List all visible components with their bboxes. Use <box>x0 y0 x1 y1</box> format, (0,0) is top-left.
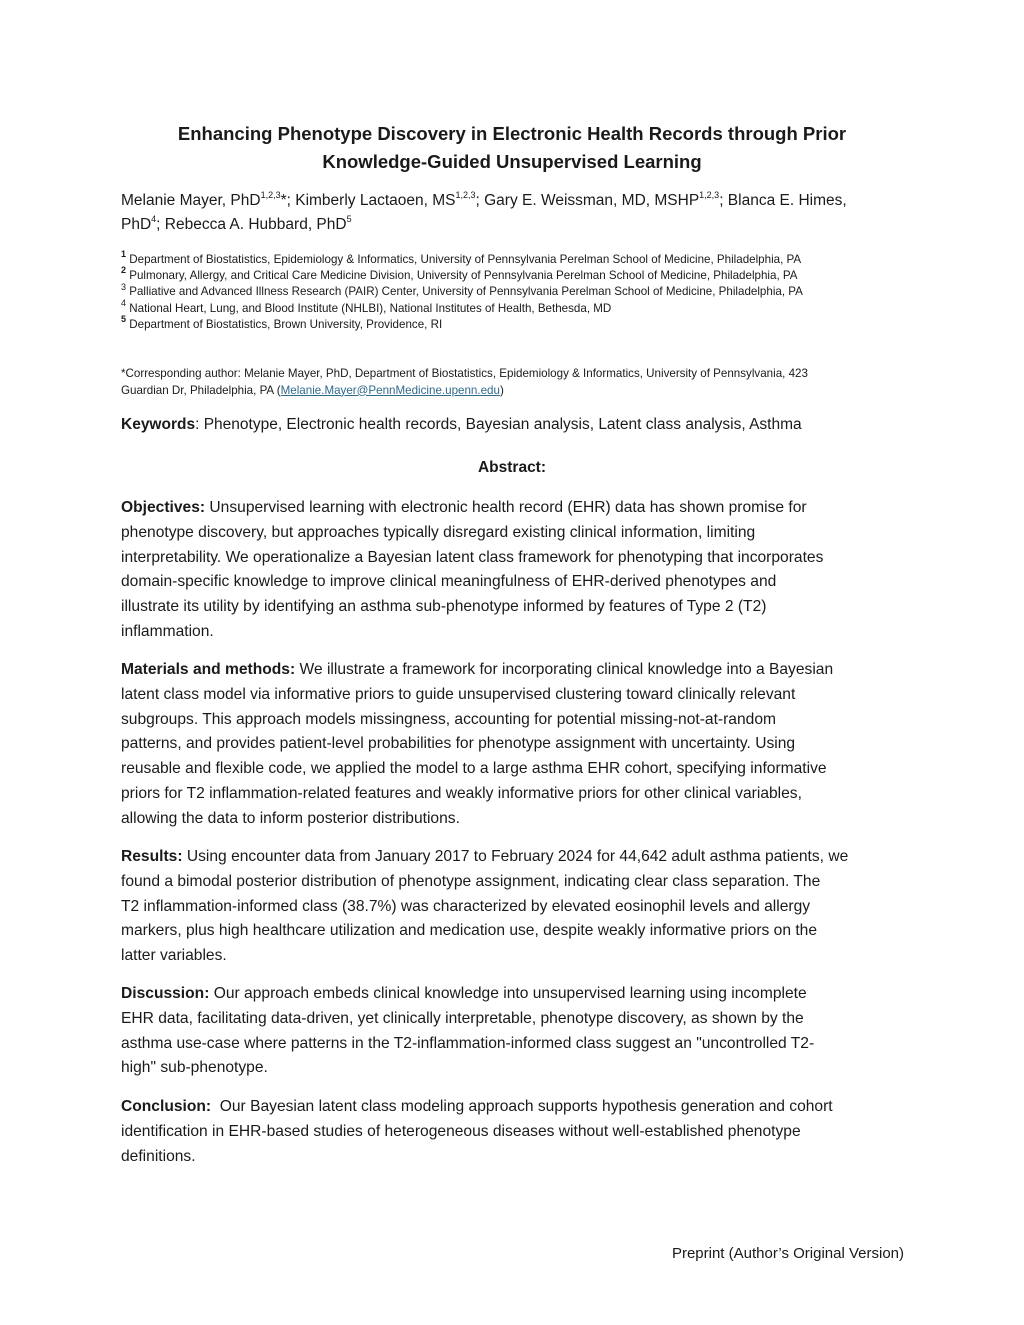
affiliation-marker: 1,2,3 <box>699 189 720 200</box>
section-line <box>121 845 911 870</box>
affiliation-number: 4 <box>121 297 127 308</box>
section-line: markers, plus high healthcare utilization and medication use, despite weakly informative priors on the <box>121 922 818 940</box>
methods-section <box>121 658 911 832</box>
section-text: Our approach embeds clinical knowledge into unsupervised learning using incomplete <box>209 985 807 1002</box>
author-line-2 <box>121 213 911 237</box>
affiliation-marker: 1,2,3 <box>260 189 281 200</box>
section-line <box>121 496 911 521</box>
affiliation-item <box>121 265 911 284</box>
email-link[interactable]: Melanie.Mayer@PennMedicine.upenn.edu <box>280 383 500 397</box>
paper-title <box>120 120 904 176</box>
affiliation-number: 3 <box>121 281 127 292</box>
affiliation-text: National Heart, Lung, and Blood Institute (NHLBI), National Institutes of Health, Bethesda, MD <box>129 301 612 315</box>
keywords-label: Keywords <box>121 416 196 433</box>
section-line: latent class model via informative priors to guide unsupervised clustering toward clinically relevant <box>121 685 796 703</box>
title-line-1: Enhancing Phenotype Discovery in Electronic Health Records through Prior <box>177 123 847 144</box>
section-label: Discussion: <box>121 985 210 1002</box>
section-text: Using encounter data from January 2017 to February 2024 for 44,642 adult asthma patients, we <box>182 848 849 865</box>
affiliation-marker: 5 <box>346 213 352 224</box>
author-name: ; Rebecca A. Hubbard, PhD <box>156 216 347 233</box>
section-line <box>121 658 911 683</box>
corresponding-line-2 <box>121 383 911 400</box>
section-line: interpretability. We operationalize a Bayesian latent class framework for phenotyping that incorporates <box>121 548 824 566</box>
affiliation-item <box>121 297 911 317</box>
conclusion-section <box>121 1095 911 1169</box>
affiliation-text: Department of Biostatistics, Epidemiology & Informatics, University of Pennsylvania Perelman School of Medicine, Philadelphia, PA <box>129 253 802 266</box>
section-line: reusable and flexible code, we applied the model to a large asthma EHR cohort, specifying informative <box>121 760 827 778</box>
section-line: patterns, and provides patient-level probabilities for phenotype assignment with uncertainty. Using <box>121 735 796 753</box>
objectives-section <box>121 496 911 645</box>
preprint-footer: Preprint (Author’s Original Version) <box>671 1245 904 1262</box>
section-line: found a bimodal posterior distribution of phenotype assignment, indicating clear class separation. The <box>121 872 821 890</box>
section-line: allowing the data to inform posterior distributions. <box>121 809 460 827</box>
section-label: Results: <box>121 848 183 865</box>
author-list <box>121 189 911 237</box>
affiliation-number: 5 <box>121 313 127 324</box>
section-line: domain-specific knowledge to improve clinical meaningfulness of EHR-derived phenotypes and <box>121 573 777 591</box>
affiliation-item <box>121 281 911 300</box>
section-line: definitions. <box>121 1147 196 1165</box>
title-line-2: Knowledge-Guided Unsupervised Learning <box>322 151 702 172</box>
author-name: ; Blanca E. Himes, <box>719 192 847 209</box>
discussion-section <box>121 982 911 1081</box>
section-line <box>121 982 911 1007</box>
corresponding-close: ) <box>499 383 504 397</box>
keywords <box>121 414 911 436</box>
author-name: *; Kimberly Lactaoen, MS <box>280 192 456 209</box>
section-line <box>121 1095 911 1120</box>
section-line: illustrate its utility by identifying an asthma sub-phenotype informed by features of Type 2 (T2) <box>121 598 767 616</box>
keywords-text: : Phenotype, Electronic health records, Bayesian analysis, Latent class analysis, Asthma <box>195 416 802 433</box>
section-line: inflammation. <box>121 622 214 640</box>
section-line: high" sub-phenotype. <box>121 1059 268 1077</box>
author-name: ; Gary E. Weissman, MD, MSHP <box>475 192 700 209</box>
author-name: Melanie Mayer, PhD <box>121 192 261 209</box>
section-line: EHR data, facilitating data-driven, yet clinically interpretable, phenotype discovery, as shown by the <box>121 1009 804 1027</box>
author-line-1 <box>121 189 911 213</box>
section-text: Unsupervised learning with electronic health record (EHR) data has shown promise for <box>205 499 807 516</box>
corresponding-address: Guardian Dr, Philadelphia, PA ( <box>121 383 281 397</box>
affiliation-text: Pulmonary, Allergy, and Critical Care Medicine Division, University of Pennsylvania Perelman School of Medicine, Philadelphia, PA <box>129 269 798 283</box>
section-label: Materials and methods: <box>121 661 296 678</box>
corresponding-author <box>121 366 911 399</box>
section-line: phenotype discovery, but approaches typically disregard existing clinical information, limiting <box>121 523 756 541</box>
corresponding-line-1: *Corresponding author: Melanie Mayer, PhD, Department of Biostatistics, Epidemiology & Informatics, University of Pennsylvania, 423 <box>121 367 808 380</box>
results-section <box>121 845 911 969</box>
author-name: PhD <box>121 216 152 233</box>
affiliation-text: Department of Biostatistics, Brown University, Providence, RI <box>129 317 443 331</box>
affiliation-item <box>121 249 911 268</box>
section-line: priors for T2 inflammation-related features and weakly informative priors for other clinical variables, <box>121 784 802 802</box>
section-text: Our Bayesian latent class modeling approach supports hypothesis generation and cohort <box>211 1098 833 1115</box>
affiliation-item <box>121 313 911 333</box>
section-line: T2 inflammation-informed class (38.7%) was characterized by elevated eosinophil levels and allergy <box>121 897 811 915</box>
section-line: subgroups. This approach models missingness, accounting for potential missing-not-at-random <box>121 710 776 728</box>
affiliation-number: 1 <box>121 249 127 260</box>
affiliation-list <box>121 249 911 333</box>
abstract-heading <box>120 457 904 479</box>
section-label: Conclusion: <box>121 1098 212 1115</box>
affiliation-marker: 1,2,3 <box>455 189 476 200</box>
abstract-heading-text: Abstract: <box>477 459 547 476</box>
affiliation-text: Palliative and Advanced Illness Research (PAIR) Center, University of Pennsylvania Perelman School of Medicine, Philadelphia, PA <box>129 285 803 299</box>
section-line: asthma use-case where patterns in the T2-inflammation-informed class suggest an "uncontrolled T2- <box>121 1034 815 1052</box>
affiliation-marker: 4 <box>151 213 157 224</box>
section-line: latter variables. <box>121 947 227 965</box>
affiliation-number: 2 <box>121 265 127 276</box>
section-line: identification in EHR-based studies of heterogeneous diseases without well-established phenotype <box>121 1122 801 1140</box>
section-text: We illustrate a framework for incorporating clinical knowledge into a Bayesian <box>295 661 834 678</box>
section-label: Objectives: <box>121 499 206 516</box>
